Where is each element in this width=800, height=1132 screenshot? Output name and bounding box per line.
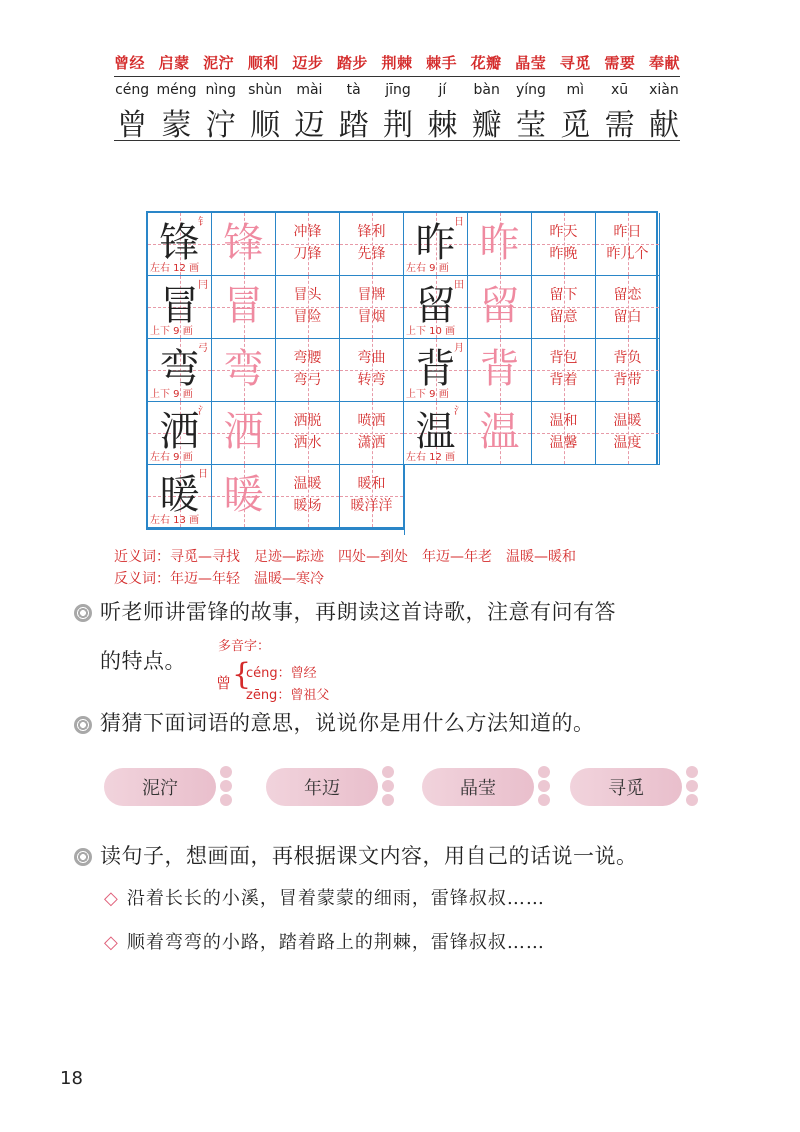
vocab-word: 踏步 [336,53,368,72]
char-writing-grid [146,211,658,530]
pinyin-label: xiàn [649,82,679,98]
trace-char: 洒 [223,409,264,455]
sentence-2 [104,928,545,954]
word-cell [276,339,340,402]
example-word: 冒烟 [357,309,386,325]
model-char: 昨 [415,220,456,266]
toe-icon [382,794,394,806]
new-char: 泞 [205,108,236,143]
toe-icon [382,766,394,778]
example-word: 温暖 [613,413,642,429]
word-cell [532,276,596,339]
vocab-word: 迈步 [292,53,324,72]
structure-label: 上下 10 画 [406,326,456,337]
example-word: 昨晚 [549,246,578,262]
toe-icon [220,780,232,792]
structure-label: 上下 9 画 [150,326,193,337]
trace-char: 温 [479,409,520,455]
example-word: 温暖 [293,476,322,492]
trace-cell [212,339,276,402]
vocab-word: 奉献 [648,53,680,72]
structure-label: 左右 13 画 [150,515,200,526]
trace-cell [468,339,532,402]
example-word: 温和 [549,413,578,429]
char-cell [404,402,468,465]
word-cell [532,402,596,465]
radical-label: 田 [454,280,464,291]
word-cell [340,213,404,276]
word-cell [596,213,660,276]
trace-cell [468,402,532,465]
char-cell [148,402,212,465]
vocab-word: 寻觅 [559,53,591,72]
word-cell [596,402,660,465]
word-cell [596,276,660,339]
example-word: 洒水 [293,435,322,451]
example-word: 弯腰 [293,350,322,366]
vocab-rule-bottom [114,140,680,141]
model-char: 洒 [159,409,200,455]
diamond-icon: ◇ [104,932,119,953]
toe-icon [220,766,232,778]
task1-line2: 的特点。 [100,649,186,673]
footprint-word-row [104,758,704,818]
example-word: 温度 [613,435,642,451]
example-word: 留意 [549,309,578,325]
example-word: 锋利 [357,224,386,240]
pinyin-label: bàn [473,82,500,98]
task-bullet-icon [74,848,92,866]
diamond-icon: ◇ [104,888,119,909]
new-char: 荆 [383,108,414,143]
model-char: 冒 [159,283,200,329]
structure-label: 左右 12 画 [150,263,200,274]
vocab-rule-top [114,76,680,77]
structure-label: 左右 12 画 [406,452,456,463]
example-word: 喷洒 [357,413,386,429]
example-word: 暖和 [357,476,386,492]
toe-icon [382,780,394,792]
char-cell [404,339,468,402]
word-cell [532,339,596,402]
new-char: 棘 [427,108,458,143]
word-cell [340,339,404,402]
radical-label: 日 [454,217,464,228]
example-word: 冒险 [293,309,322,325]
model-char: 暖 [159,472,200,518]
task1-line1: 听老师讲雷锋的故事，再朗读这首诗歌，注意有问有答 [100,600,616,624]
polyphone-reading-1: céng：曾经 [246,666,317,681]
task3-text: 读句子，想画面，再根据课文内容，用自己的话说一说。 [100,844,638,868]
vocab-word: 花瓣 [470,53,502,72]
word-cell [276,402,340,465]
example-word: 背负 [613,350,642,366]
trace-char: 留 [479,283,520,329]
word-cell [276,276,340,339]
vocab-word: 荆棘 [381,53,413,72]
new-char-row [110,100,686,143]
structure-label: 左右 9 画 [150,452,193,463]
task-bullet-icon [74,604,92,622]
toe-icon [686,766,698,778]
polyphone-reading-2: zēng：曾祖父 [246,688,330,703]
toe-icon [686,780,698,792]
sentence-1 [104,884,545,910]
trace-char: 背 [479,346,520,392]
model-char: 弯 [159,346,200,392]
example-word: 洒脱 [293,413,322,429]
trace-char: 弯 [223,346,264,392]
word-cell [340,276,404,339]
example-word: 先锋 [357,246,386,262]
toe-icon [538,766,550,778]
pinyin-label: jí [438,82,447,98]
vocab-word: 顺利 [247,53,279,72]
footprint-word: 寻觅 [570,768,682,806]
char-cell [404,213,468,276]
word-cell [276,465,340,528]
radical-label: 氵 [198,406,208,417]
model-char: 温 [415,409,456,455]
example-word: 昨儿个 [606,246,649,262]
new-char: 顺 [250,108,281,143]
example-word: 弯弓 [293,372,322,388]
char-cell [148,276,212,339]
example-word: 冒头 [293,287,322,303]
toe-icon [538,794,550,806]
example-word: 留恋 [613,287,642,303]
sentence-2-text: 顺着弯弯的小路，踏着路上的荆棘，雷锋叔叔…… [126,932,545,953]
pinyin-label: mài [296,82,323,98]
trace-cell [468,276,532,339]
radical-label: 月 [454,343,464,354]
polyphone-label: 多音字： [218,639,271,654]
antonyms-line: 反义词：年迈—年轻 温暖—寒冷 [114,571,324,587]
radical-label: 钅 [198,217,208,228]
radical-label: 冃 [198,280,208,291]
char-cell [148,213,212,276]
word-cell [340,402,404,465]
footprint-word: 晶莹 [422,768,534,806]
trace-cell [212,465,276,528]
vocab-word: 曾经 [114,53,146,72]
new-char: 觅 [560,108,591,143]
task2-text: 猜猜下面词语的意思，说说你是用什么方法知道的。 [100,711,595,735]
footprint-word: 年迈 [266,768,378,806]
toe-icon [686,794,698,806]
char-cell [404,276,468,339]
new-char: 瓣 [471,108,502,143]
trace-char: 锋 [223,220,264,266]
vocab-word: 晶莹 [515,53,547,72]
example-word: 背带 [613,372,642,388]
polyphone-char: 曾 [216,674,232,692]
sentence-1-text: 沿着长长的小溪，冒着蒙蒙的细雨，雷锋叔叔…… [126,888,545,909]
trace-char: 冒 [223,283,264,329]
example-word: 背包 [549,350,578,366]
structure-label: 上下 9 画 [406,389,449,400]
example-word: 转弯 [357,372,386,388]
example-word: 冲锋 [293,224,322,240]
example-word: 昨日 [613,224,642,240]
page-number: 18 [60,1068,83,1089]
pinyin-label: tà [346,82,361,98]
trace-char: 昨 [479,220,520,266]
model-char: 背 [415,346,456,392]
vocab-word: 启蒙 [158,53,190,72]
new-char: 曾 [117,108,148,143]
pinyin-row [110,82,686,100]
vocab-word: 泥泞 [203,53,235,72]
new-char: 踏 [338,108,369,143]
model-char: 锋 [159,220,200,266]
pinyin-label: shùn [248,82,283,98]
example-word: 暖洋洋 [350,498,393,514]
new-char: 迈 [294,108,325,143]
pinyin-label: jīng [385,82,411,98]
new-char: 莹 [515,108,546,143]
char-cell [148,339,212,402]
brace-icon: { [232,657,252,692]
vocab-word: 需要 [604,53,636,72]
trace-cell [212,276,276,339]
footprint-word: 泥泞 [104,768,216,806]
radical-label: 氵 [454,406,464,417]
new-char: 需 [604,108,635,143]
example-word: 背着 [549,372,578,388]
trace-cell [212,213,276,276]
new-char: 献 [648,108,679,143]
pinyin-label: céng [115,82,150,98]
pinyin-label: xū [611,82,629,98]
example-word: 留白 [613,309,642,325]
trace-char: 暖 [223,472,264,518]
pinyin-label: yíng [516,82,546,98]
example-word: 温馨 [549,435,578,451]
structure-label: 左右 9 画 [406,263,449,274]
model-char: 留 [415,283,456,329]
toe-icon [220,794,232,806]
vocab-word: 棘手 [426,53,458,72]
word-cell [596,339,660,402]
example-word: 昨天 [549,224,578,240]
word-cell [532,213,596,276]
example-word: 暖场 [293,498,322,514]
example-word: 冒牌 [357,287,386,303]
structure-label: 上下 9 画 [150,389,193,400]
radical-label: 日 [198,469,208,480]
grid-empty-area [404,465,665,535]
task-bullet-icon [74,716,92,734]
trace-cell [468,213,532,276]
word-cell [340,465,404,528]
example-word: 刀锋 [293,246,322,262]
example-word: 潇洒 [357,435,386,451]
toe-icon [538,780,550,792]
pinyin-label: mì [566,82,585,98]
example-word: 留下 [549,287,578,303]
char-cell [148,465,212,528]
synonyms-line: 近义词：寻觅—寻找 足迹—踪迹 四处—到处 年迈—年老 温暖—暖和 [114,549,576,565]
vocab-word-row [114,50,680,74]
pinyin-label: méng [156,82,197,98]
new-char: 蒙 [161,108,192,143]
radical-label: 弓 [198,343,208,354]
pinyin-label: nìng [205,82,237,98]
word-cell [276,213,340,276]
trace-cell [212,402,276,465]
example-word: 弯曲 [357,350,386,366]
